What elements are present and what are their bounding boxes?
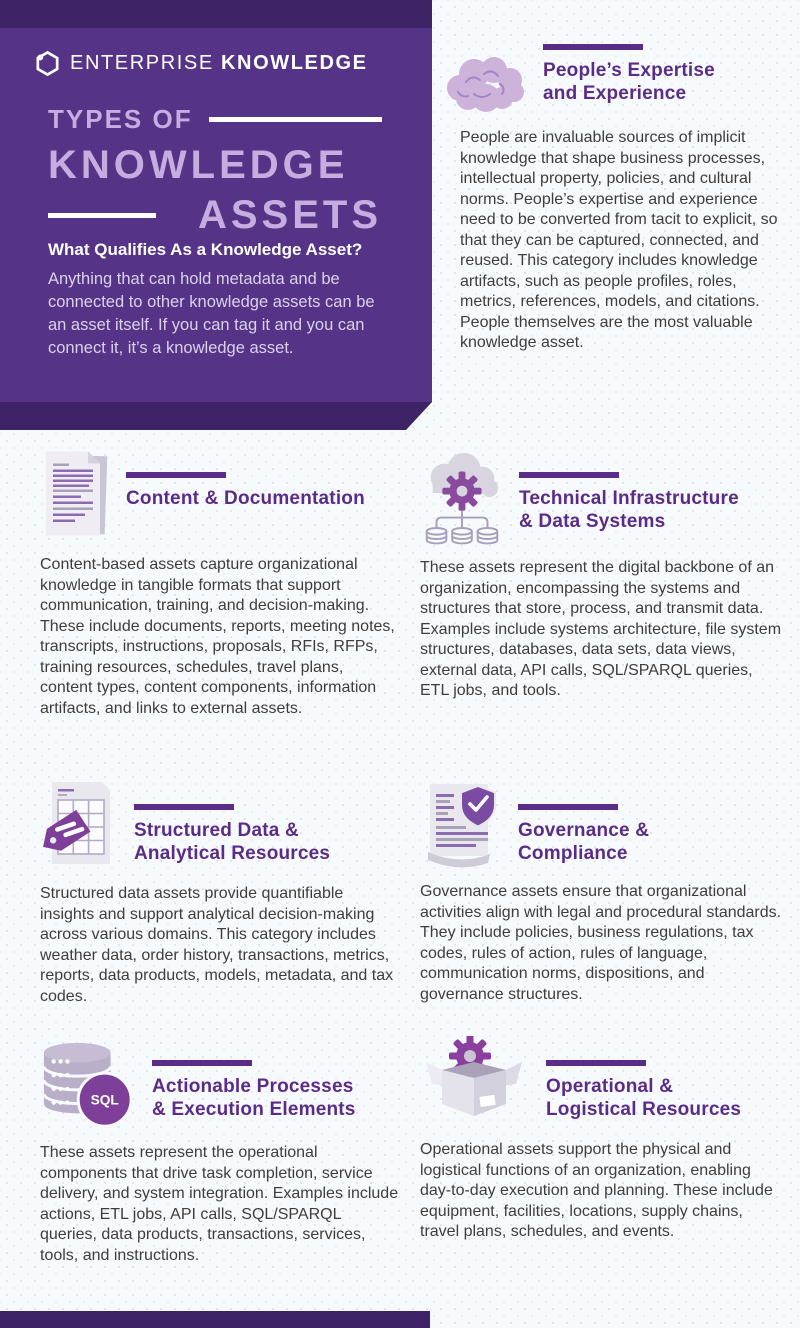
logo-word-enterprise: ENTERPRISE <box>70 52 214 74</box>
section-title: Operational & Logistical Resources <box>546 1076 742 1120</box>
title-types-of: TYPES OF <box>48 104 193 134</box>
section-rule <box>126 472 226 478</box>
section-operational-logistical <box>420 1036 782 1243</box>
section-content-documentation <box>40 448 398 719</box>
title-row-1 <box>48 104 382 135</box>
section-rule <box>543 44 643 50</box>
section-title: Structured Data & Analytical Resources <box>134 820 331 864</box>
logo-word-knowledge: KNOWLEDGE <box>220 52 368 74</box>
section-rule <box>134 804 234 810</box>
section-body: These assets represent the digital backbone of an organization, encompassing the systems and structures that store, process, and transmit data. Examples include systems architecture, file system structures, databases, data sets, data views, external data, API calls, SQL/SPARQL queries, ETL jobs, and tools. <box>420 559 782 699</box>
title-assets: ASSETS <box>197 193 382 237</box>
section-rule <box>518 804 618 810</box>
hero-question: What Qualifies As a Knowledge Asset? <box>48 240 363 259</box>
cloud-databases-icon <box>420 448 505 546</box>
hero-panel <box>0 0 432 402</box>
logo-text <box>70 52 368 75</box>
section-title: Governance & Compliance <box>518 820 650 864</box>
section-actionable-processes <box>40 1036 400 1266</box>
enterprise-knowledge-logo <box>34 50 368 77</box>
hero-title <box>48 104 382 237</box>
hexagon-logo-icon <box>34 50 61 77</box>
section-title: Actionable Processes & Execution Elements <box>152 1076 356 1120</box>
svg-text:SQL: SQL <box>90 1092 119 1108</box>
section-title: Content & Documentation <box>126 488 365 509</box>
database-sql-icon <box>40 1036 138 1131</box>
title-knowledge: KNOWLEDGE <box>48 143 349 187</box>
hero-top-strip <box>0 0 432 28</box>
section-body: Structured data assets provide quantifiable insights and support analytical decision-making across various domains. This category includes weather data, order history, transactions, metrics, reports, data products, models, metadata, and tax codes. <box>40 885 394 1005</box>
brain-icon <box>443 54 529 114</box>
section-body: These assets represent the operational components that drive task completion, service delivery, and system integration. Examples include actions, ETL jobs, API calls, SQL/SPARQL queries, data products, transactions, services, tools, and instructions. <box>40 1144 399 1264</box>
section-structured-data <box>40 780 400 1007</box>
section-body: People are invaluable sources of implicit knowledge that shape business processes, intellectual property, policies, and cultural norms. People’s expertise and experience need to be converted from tacit to explicit, so that they can be captured, connected, and reused. This category includes knowledge artifacts, such as people profiles, roles, metrics, references, models, and citations. People themselves are the most valuable knowledge asset. <box>460 129 778 351</box>
shield-document-icon <box>420 780 504 870</box>
title-line-decoration-2 <box>48 213 156 218</box>
section-body: Governance assets ensure that organizational activities align with legal and procedural standards. They include policies, business regulations, tax codes, rules of action, rules of language, communication norms, dispositions, and governance structures. <box>420 883 782 1003</box>
hero-answer: Anything that can hold metadata and be connected to other knowledge assets can be an asset itself. If you can tag it and you can connect it, it’s a knowledge asset. <box>48 270 375 357</box>
footer-accent-bar <box>0 1311 430 1328</box>
sql-badge <box>78 1073 131 1126</box>
section-title: Technical Infrastructure & Data Systems <box>519 488 739 532</box>
title-line-decoration <box>209 117 382 122</box>
section-rule <box>519 472 619 478</box>
section-rule <box>546 1060 646 1066</box>
section-body: Operational assets support the physical and logistical functions of an organization, enabling day-to-day execution and planning. These include equipment, facilities, locations, supply chains, travel plans, schedules, and events. <box>420 1141 773 1240</box>
section-rule <box>152 1060 252 1066</box>
box-gear-icon <box>420 1036 532 1128</box>
section-people-expertise <box>443 38 785 354</box>
section-title: People’s Expertise and Experience <box>543 60 715 104</box>
title-row-3 <box>48 193 382 237</box>
section-technical-infrastructure <box>420 448 782 702</box>
hero-fold-strip <box>0 402 432 430</box>
documents-icon <box>40 448 112 543</box>
spreadsheet-tag-icon <box>40 780 120 872</box>
section-body: Content-based assets capture organizational knowledge in tangible formats that support communication, training, and decision-making. These include documents, reports, meeting notes, transcripts, instructions, proposals, RFIs, RFPs, training resources, schedules, travel plans, content types, content components, information artifacts, and links to external assets. <box>40 556 395 717</box>
section-governance-compliance <box>420 780 782 1005</box>
